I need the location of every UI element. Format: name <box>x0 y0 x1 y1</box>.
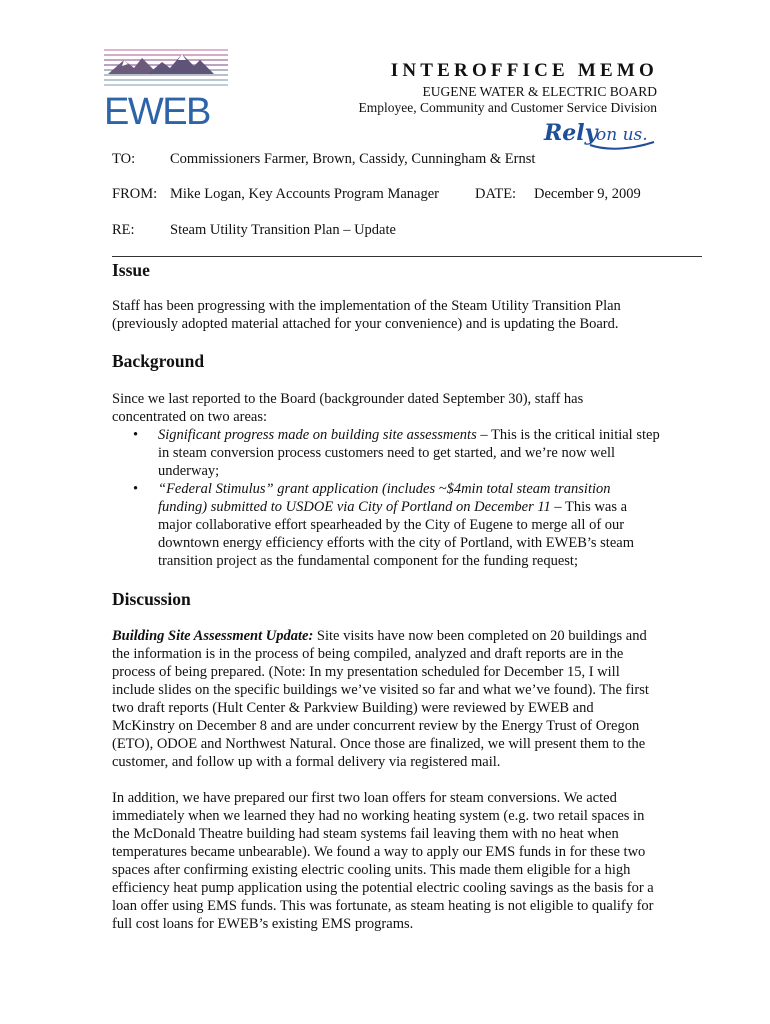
discussion-paragraph-1-text: Site visits have now been completed on 20 buildings and the information is in the process of being compiled, analyzed and draft reports are in the process of being prepared. (Note: In my presentation scheduled for December 15, I will include slides on the specific buildings we’ve visited so far and what we’ve found). The first two draft reports (Hult Center & Parkview Building) were reviewed by EWEB and McKinstry on December 8 and are under concurrent review by the Energy Trust of Oregon (ETO), ODOE and Northwest Natural. Once those are finalized, we will present them to the customer, and follow up with a formal delivery via registered mail. <box>112 628 649 770</box>
building-assessment-lead: Building Site Assessment Update: <box>112 628 314 644</box>
discussion-section <box>112 590 660 608</box>
issue-paragraph: Staff has been progressing with the implementation of the Steam Utility Transition Plan (previously adopted material attached for your convenience) and is updating the Board. <box>112 298 621 332</box>
background-intro: Since we last reported to the Board (backgrounder dated September 30), staff has concentrated on two areas: <box>112 391 584 425</box>
background-list <box>112 426 660 570</box>
rely-on-us-logo <box>540 112 660 154</box>
memo-title: INTEROFFICE MEMO <box>390 60 658 81</box>
to-value: Commissioners Farmer, Brown, Cassidy, Cunningham & Ernst <box>170 151 536 167</box>
issue-heading: Issue <box>112 260 150 280</box>
division-name: Employee, Community and Customer Service Division <box>358 100 657 115</box>
bullet-icon: • <box>133 481 139 497</box>
logo-text: EWEB <box>104 91 210 128</box>
to-label: TO: <box>112 151 136 167</box>
logo-mountains <box>108 54 214 74</box>
discussion-heading: Discussion <box>112 589 191 609</box>
re-value: Steam Utility Transition Plan – Update <box>170 222 396 238</box>
bullet-lead: Significant progress made on building site assessments – <box>158 427 488 443</box>
bullet-lead: “Federal Stimulus” grant application (includes ~$4min total steam transition funding) submitted to USDOE via City of Portland on December 11 – <box>158 481 611 515</box>
issue-section <box>112 261 660 279</box>
from-row <box>112 186 641 203</box>
discussion-paragraph-2: In addition, we have prepared our first two loan offers for steam conversions. We acted immediately when we learned they had no working heating system (e.g. two retail spaces in the McDonald Theatre building had steam systems fail leaving them with no heat when temperatures became unbearable). We found a way to apply our EMS funds in for these two spaces after confirming existing electric cooling units. This made them eligible for a high efficiency heat pump application using the potential electric cooling savings as the basis for a loan offer using EMS funds. This was fortunate, as steam heating is not eligible to qualify for full cost loans for EWEB’s existing EMS programs. <box>112 790 654 932</box>
svg-text:Rely: Rely <box>544 120 598 146</box>
date-value: December 9, 2009 <box>534 186 641 202</box>
background-body <box>112 390 660 570</box>
date-label: DATE: <box>475 186 517 202</box>
background-heading: Background <box>112 351 205 371</box>
discussion-paragraph-1 <box>112 627 660 771</box>
bullet-text: This was a major collaborative effort spearheaded by the City of Eugene to merge all of our downtown energy efficiency efforts with the city of Portland, with EWEB’s steam transition project as the fundamental component for the funding request; <box>158 499 634 569</box>
list-item <box>112 426 660 480</box>
bullet-text: This is the critical initial step in steam conversion process customers need to get started, and we’re now well underway; <box>158 427 660 479</box>
re-row <box>112 222 396 239</box>
to-row <box>112 151 536 168</box>
re-label: RE: <box>112 222 135 238</box>
discussion-body <box>112 627 660 933</box>
organization-name: EUGENE WATER & ELECTRIC BOARD <box>422 84 657 99</box>
from-value: Mike Logan, Key Accounts Program Manager <box>170 186 439 202</box>
from-label: FROM: <box>112 186 158 202</box>
header-divider <box>112 256 702 257</box>
svg-text:on us.: on us. <box>596 125 648 145</box>
background-section <box>112 352 660 370</box>
eweb-logo <box>104 44 228 128</box>
bullet-icon: • <box>133 427 139 443</box>
issue-text <box>112 297 660 333</box>
list-item <box>112 480 660 570</box>
